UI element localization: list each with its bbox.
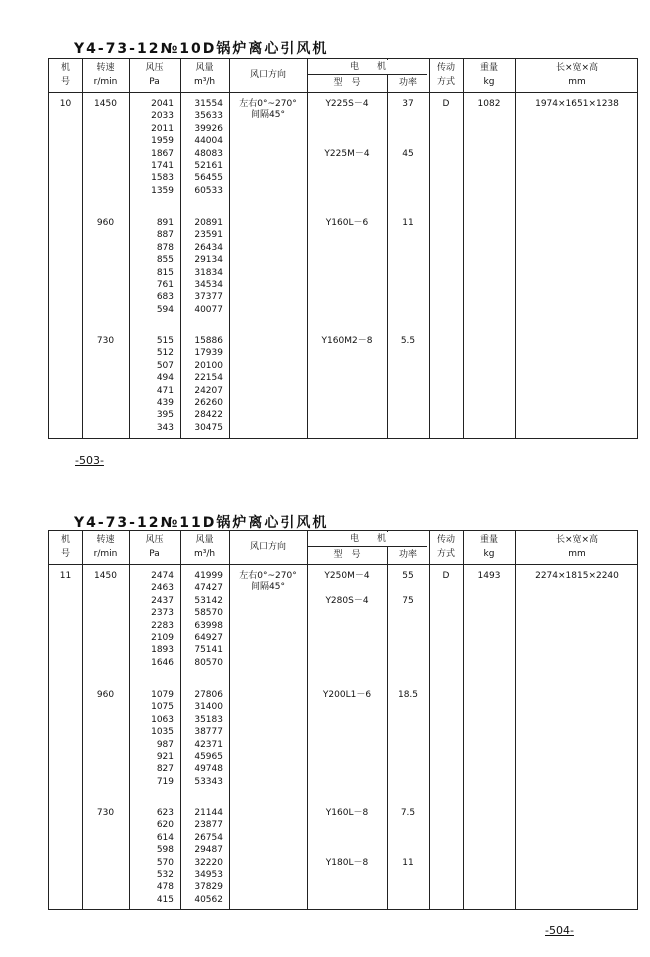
pressure-value: 439 — [156, 398, 174, 408]
fan-spec-table — [48, 530, 638, 910]
header-motor-power: 功率 — [398, 78, 417, 88]
motor-model: Y180L－8 — [325, 857, 369, 868]
flow-value: 60533 — [194, 185, 223, 196]
pressure-value: 887 — [156, 230, 174, 241]
header-dimensions: 长×宽×高 — [555, 535, 599, 545]
pressure-value: 1959 — [151, 136, 174, 147]
outlet-direction: 左右0°~270° — [239, 571, 297, 581]
pressure-value: 878 — [156, 242, 174, 253]
column-divider — [515, 531, 516, 909]
flow-value: 41999 — [194, 571, 223, 581]
pressure-value: 2437 — [151, 595, 174, 606]
header-drive-unit: 方式 — [436, 77, 455, 87]
flow-value: 15886 — [194, 336, 223, 346]
flow-value: 42371 — [194, 739, 223, 750]
motor-power: 11 — [402, 857, 414, 868]
pressure-value: 987 — [156, 739, 174, 750]
flow-value: 37377 — [194, 292, 223, 303]
flow-value: 80570 — [194, 657, 223, 668]
flow-value: 53343 — [194, 776, 223, 787]
machine-number: 10 — [59, 99, 72, 109]
pressure-value: 855 — [156, 255, 174, 266]
header-motor-power: 功率 — [398, 550, 417, 560]
flow-value: 20100 — [194, 360, 223, 371]
section-title: Y4-73-12№11D锅炉离心引风机 — [74, 515, 329, 531]
flow-value: 31400 — [194, 702, 223, 713]
flow-value: 53142 — [194, 595, 223, 606]
flow-value: 32220 — [194, 857, 223, 868]
motor-model: Y280S－4 — [325, 595, 369, 606]
flow-value: 44004 — [194, 136, 223, 147]
motor-power: 11 — [402, 218, 414, 228]
header-dimensions: 长×宽×高 — [555, 63, 599, 73]
header-pressure-unit: Pa — [149, 549, 160, 559]
column-divider — [463, 531, 464, 909]
motor-power: 45 — [402, 148, 414, 159]
pressure-value: 594 — [156, 304, 174, 315]
header-outlet: 风口方向 — [249, 70, 286, 80]
pressure-value: 2033 — [151, 111, 174, 122]
flow-value: 30475 — [194, 422, 223, 433]
flow-value: 49748 — [194, 764, 223, 775]
header-motor-model: 型 号 — [333, 78, 361, 88]
header-flow-unit: m³/h — [193, 77, 216, 87]
flow-value: 29134 — [194, 255, 223, 266]
page-number: -503- — [75, 454, 104, 467]
flow-value: 37829 — [194, 882, 223, 893]
flow-value: 21144 — [194, 808, 223, 818]
header-no-unit: 号 — [60, 77, 70, 87]
header-outlet: 风口方向 — [249, 542, 286, 552]
header-weight-unit: kg — [483, 77, 495, 87]
pressure-value: 494 — [156, 373, 174, 384]
pressure-value: 1741 — [151, 161, 174, 171]
header-motor: 电 机 — [349, 62, 386, 72]
column-divider — [82, 531, 83, 909]
motor-model: Y200L1－6 — [322, 690, 372, 700]
pressure-value: 623 — [156, 808, 174, 818]
motor-model: Y225S－4 — [325, 99, 369, 109]
flow-value: 20891 — [194, 218, 223, 228]
header-speed: 转速 — [96, 63, 115, 73]
weight-value: 1493 — [477, 571, 501, 581]
flow-value: 45965 — [194, 752, 223, 762]
motor-power: 5.5 — [400, 336, 416, 346]
dimensions-value: 1974×1651×1238 — [535, 99, 619, 109]
drive-type: D — [442, 99, 450, 109]
pressure-value: 827 — [156, 764, 174, 775]
outlet-interval: 间隔45° — [251, 582, 285, 592]
header-no: 机 — [60, 63, 70, 73]
pressure-value: 2463 — [151, 583, 174, 594]
flow-value: 75141 — [194, 645, 223, 656]
flow-value: 34534 — [194, 280, 223, 290]
header-divider — [49, 564, 637, 565]
pressure-value: 614 — [156, 832, 174, 843]
pressure-value: 683 — [156, 292, 174, 303]
section-title: Y4-73-12№10D锅炉离心引风机 — [74, 41, 329, 57]
header-no: 机 — [60, 535, 70, 545]
motor-subheader-divider — [307, 546, 427, 547]
pressure-value: 532 — [156, 870, 174, 880]
flow-value: 63998 — [194, 620, 223, 631]
header-drive: 传动 — [436, 63, 455, 73]
header-motor-model: 型 号 — [333, 550, 361, 560]
pressure-value: 1893 — [151, 645, 174, 656]
flow-value: 64927 — [194, 633, 223, 643]
header-no-unit: 号 — [60, 549, 70, 559]
header-weight: 重量 — [479, 535, 498, 545]
header-speed: 转速 — [96, 535, 115, 545]
pressure-value: 512 — [156, 348, 174, 359]
header-pressure: 风压 — [145, 63, 164, 73]
pressure-value: 620 — [156, 820, 174, 831]
column-divider — [429, 531, 430, 909]
column-divider — [429, 59, 430, 438]
column-divider — [463, 59, 464, 438]
speed-value: 730 — [96, 808, 115, 818]
pressure-value: 478 — [156, 882, 174, 893]
outlet-interval: 间隔45° — [251, 110, 285, 120]
flow-value: 26260 — [194, 398, 223, 408]
pressure-value: 507 — [156, 360, 174, 371]
flow-value: 38777 — [194, 727, 223, 738]
motor-model: Y160L－6 — [325, 218, 369, 228]
flow-value: 27806 — [194, 690, 223, 700]
pressure-value: 2109 — [151, 633, 174, 643]
column-divider — [387, 531, 388, 909]
header-weight: 重量 — [479, 63, 498, 73]
motor-model: Y250M－4 — [324, 571, 370, 581]
flow-value: 24207 — [194, 385, 223, 396]
header-divider — [49, 92, 637, 93]
pressure-value: 1063 — [151, 714, 174, 725]
motor-power: 7.5 — [400, 808, 416, 818]
pressure-value: 2011 — [151, 123, 174, 134]
flow-value: 17939 — [194, 348, 223, 359]
flow-value: 28422 — [194, 410, 223, 421]
header-pressure-unit: Pa — [149, 77, 160, 87]
pressure-value: 1035 — [151, 727, 174, 738]
fan-spec-table — [48, 58, 638, 439]
pressure-value: 2474 — [151, 571, 174, 581]
header-weight-unit: kg — [483, 549, 495, 559]
header-drive-unit: 方式 — [436, 549, 455, 559]
flow-value: 31834 — [194, 267, 223, 278]
flow-value: 35183 — [194, 714, 223, 725]
speed-value: 1450 — [94, 571, 117, 581]
motor-model: Y160M2－8 — [321, 336, 373, 346]
outlet-direction: 左右0°~270° — [239, 99, 297, 109]
pressure-value: 515 — [156, 336, 174, 346]
speed-value: 1450 — [94, 99, 117, 109]
flow-value: 58570 — [194, 608, 223, 619]
flow-value: 56455 — [194, 173, 223, 184]
pressure-value: 1646 — [151, 657, 174, 668]
motor-model: Y160L－8 — [325, 808, 369, 818]
pressure-value: 2283 — [151, 620, 174, 631]
speed-value: 960 — [96, 690, 115, 700]
flow-value: 40077 — [194, 304, 223, 315]
motor-power: 75 — [402, 595, 414, 606]
column-divider — [387, 59, 388, 438]
pressure-value: 598 — [156, 845, 174, 856]
flow-value: 22154 — [194, 373, 223, 384]
drive-type: D — [442, 571, 450, 581]
pressure-value: 471 — [156, 385, 174, 396]
weight-value: 1082 — [477, 99, 501, 109]
pressure-value: 921 — [156, 752, 174, 762]
pressure-value: 2041 — [151, 99, 174, 109]
column-divider — [515, 59, 516, 438]
pressure-value: 395 — [156, 410, 174, 421]
flow-value: 23591 — [194, 230, 223, 241]
flow-value: 26434 — [194, 242, 223, 253]
flow-value: 47427 — [194, 583, 223, 594]
flow-value: 48083 — [194, 148, 223, 159]
pressure-value: 415 — [156, 894, 174, 905]
header-speed-unit: r/min — [93, 77, 118, 87]
flow-value: 35633 — [194, 111, 223, 122]
dimensions-value: 2274×1815×2240 — [535, 571, 619, 581]
speed-value: 730 — [96, 336, 115, 346]
pressure-value: 1359 — [151, 185, 174, 196]
column-divider — [307, 531, 308, 909]
pressure-value: 1075 — [151, 702, 174, 713]
pressure-value: 570 — [156, 857, 174, 868]
motor-power: 55 — [402, 571, 414, 581]
header-dimensions-unit: mm — [568, 77, 586, 87]
pressure-value: 343 — [156, 422, 174, 433]
column-divider — [307, 59, 308, 438]
machine-number: 11 — [59, 571, 72, 581]
pressure-value: 2373 — [151, 608, 174, 619]
flow-value: 31554 — [194, 99, 223, 109]
flow-value: 29487 — [194, 845, 223, 856]
flow-value: 23877 — [194, 820, 223, 831]
pressure-value: 815 — [156, 267, 174, 278]
motor-power: 18.5 — [397, 690, 419, 700]
header-flow-unit: m³/h — [193, 549, 216, 559]
flow-value: 40562 — [194, 894, 223, 905]
header-motor: 电 机 — [349, 534, 386, 544]
flow-value: 39926 — [194, 123, 223, 134]
header-flow: 风量 — [195, 535, 214, 545]
page-number: -504- — [545, 924, 574, 937]
motor-power: 37 — [402, 99, 414, 109]
motor-model: Y225M－4 — [324, 148, 370, 159]
header-flow: 风量 — [195, 63, 214, 73]
column-divider — [82, 59, 83, 438]
pressure-value: 1079 — [151, 690, 174, 700]
flow-value: 34953 — [194, 870, 223, 880]
header-speed-unit: r/min — [93, 549, 118, 559]
pressure-value: 1867 — [151, 148, 174, 159]
header-drive: 传动 — [436, 535, 455, 545]
pressure-value: 761 — [156, 280, 174, 290]
header-pressure: 风压 — [145, 535, 164, 545]
pressure-value: 719 — [156, 776, 174, 787]
flow-value: 26754 — [194, 832, 223, 843]
flow-value: 52161 — [194, 161, 223, 171]
header-dimensions-unit: mm — [568, 549, 586, 559]
pressure-value: 1583 — [151, 173, 174, 184]
speed-value: 960 — [96, 218, 115, 228]
motor-subheader-divider — [307, 74, 427, 75]
pressure-value: 891 — [156, 218, 174, 228]
